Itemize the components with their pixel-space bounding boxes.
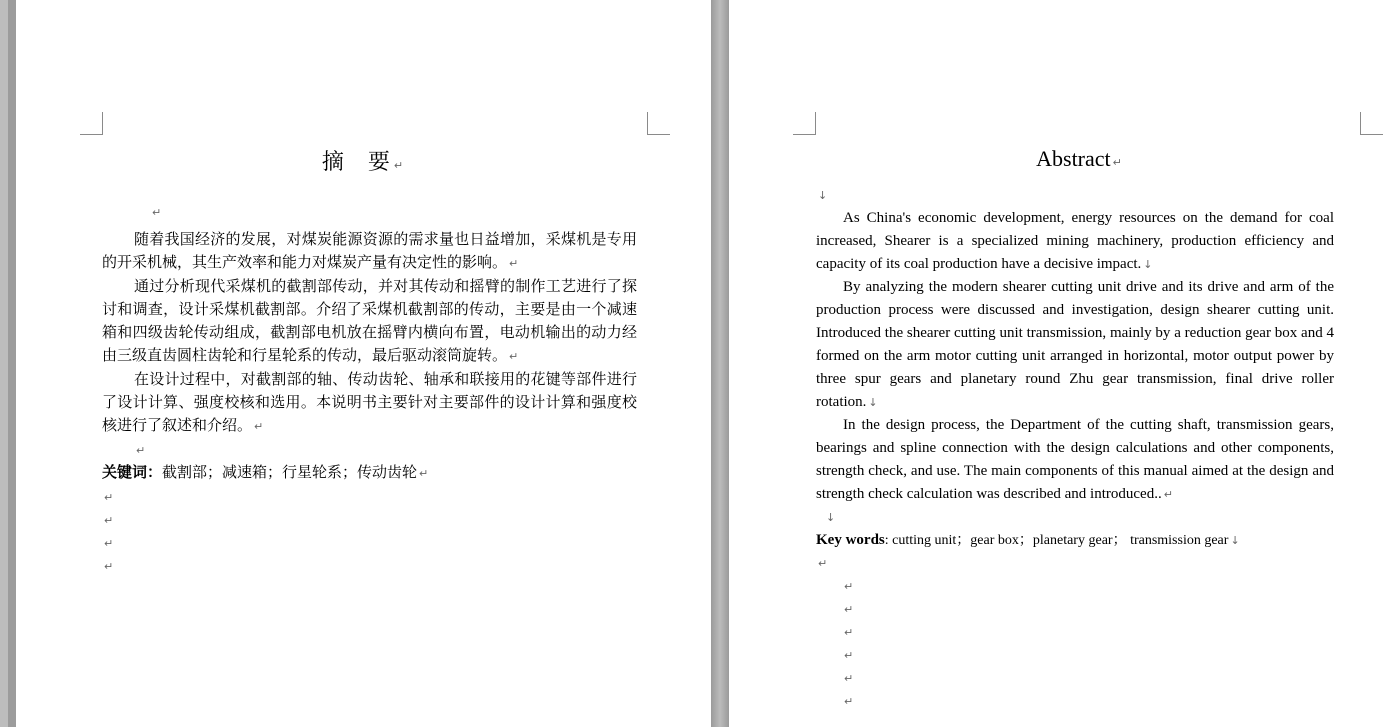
paragraph-mark: ↵ xyxy=(393,159,406,172)
keywords-text: : cutting unit；gear box；planetary gear； transmission gear xyxy=(884,533,1229,548)
paragraph-mark: ↵ xyxy=(104,560,114,573)
paragraph-mark: ↵ xyxy=(104,537,114,550)
paragraph-mark: ↵ xyxy=(419,467,429,480)
paragraph-mark: ↵ xyxy=(1163,488,1173,501)
paragraph-mark: ↵ xyxy=(844,695,854,708)
english-paragraph-1: As China's economic development, energy resources on the demand for coal increased, Shearer is a specialized mining machinery, production efficiency and capacity of its coal production have a decisive impact. ↓ xyxy=(816,210,1334,272)
line-break-mark: ↓ xyxy=(826,511,836,524)
english-title: Abstract ↵ xyxy=(1036,146,1122,171)
title-char-2: 要 xyxy=(367,150,392,175)
left-gutter xyxy=(0,0,8,727)
paragraph-mark: ↵ xyxy=(844,580,854,593)
title-char-1: 摘 xyxy=(321,150,346,175)
line-break-mark: ↓ xyxy=(1230,534,1240,547)
paragraph-mark: ↵ xyxy=(1112,156,1122,169)
english-abstract-page[interactable] xyxy=(729,0,1387,727)
paragraph-mark: ↵ xyxy=(136,444,146,457)
chinese-title xyxy=(16,145,711,176)
left-page-edge xyxy=(8,0,16,727)
chinese-keywords xyxy=(102,461,637,485)
keywords-label: 关键词： xyxy=(102,463,163,481)
paragraph-mark: ↵ xyxy=(509,257,519,270)
paragraph-mark: ↵ xyxy=(844,603,854,616)
line-break-mark: ↓ xyxy=(868,396,878,409)
paragraph-mark: ↵ xyxy=(152,206,162,219)
paragraph-mark: ↵ xyxy=(104,514,114,527)
english-paragraph-3: In the design process, the Department of the cutting shaft, transmission gears, bearings and spline connection with the design calculations and other components, strength check, and use. The main components of this manual aimed at the design and strength check calculation was described and introduced.. ↵ xyxy=(816,417,1334,502)
crop-mark-top-right xyxy=(1360,112,1383,135)
chinese-paragraph-2: 通过分析现代采煤机的截割部传动，并对其传动和摇臂的制作工艺进行了探讨和调查，设计采煤机截割部。介绍了采煤机截割部的传动，主要是由一个减速箱和四级齿轮传动组成，截割部电机放在摇臂内横向布置，电动机输出的动力经由三级直齿圆柱齿轮和行星轮系的传动，最后驱动滚筒旋转。 ↵ xyxy=(102,277,637,364)
english-keywords xyxy=(816,529,1334,552)
crop-mark-top-left xyxy=(793,112,816,135)
chinese-paragraph-1: 随着我国经济的发展，对煤炭能源资源的需求量也日益增加，采煤机是专用的开采机械，其生产效率和能力对煤炭产量有决定性的影响。 ↵ xyxy=(102,230,637,271)
chinese-abstract-page[interactable] xyxy=(16,0,711,727)
paragraph-mark: ↵ xyxy=(254,420,264,433)
paragraph-mark: ↵ xyxy=(509,350,519,363)
chinese-body xyxy=(102,200,637,577)
paragraph-mark: ↵ xyxy=(844,649,854,662)
crop-mark-top-right xyxy=(647,112,670,135)
keywords-text: 截割部；减速箱；行星轮系；传动齿轮 xyxy=(162,463,418,481)
paragraph-mark: ↵ xyxy=(818,557,828,570)
english-body xyxy=(816,184,1334,713)
english-paragraph-2: By analyzing the modern shearer cutting unit drive and its drive and arm of the production process were discussed and investigation, design shearer cutting unit. Introduced the shearer cutting unit transmission, mainly by a reduction gear box and 4 formed on the arm motor cutting unit arranged in horizontal, motor output power by three spur gears and planetary round Zhu gear transmission, final drive roller rotation. ↓ xyxy=(816,279,1334,410)
page-gap xyxy=(711,0,729,727)
chinese-paragraph-3: 在设计过程中，对截割部的轴、传动齿轮、轴承和联接用的花键等部件进行了设计计算、强度校核和选用。本说明书主要针对主要部件的设计计算和强度校核进行了叙述和介绍。 ↵ xyxy=(102,370,637,434)
paragraph-mark: ↵ xyxy=(844,626,854,639)
paragraph-mark: ↵ xyxy=(104,491,114,504)
crop-mark-top-left xyxy=(80,112,103,135)
line-break-mark: ↓ xyxy=(818,189,828,202)
keywords-label: Key words xyxy=(816,532,885,548)
paragraph-mark: ↵ xyxy=(844,672,854,685)
line-break-mark: ↓ xyxy=(1143,258,1153,271)
